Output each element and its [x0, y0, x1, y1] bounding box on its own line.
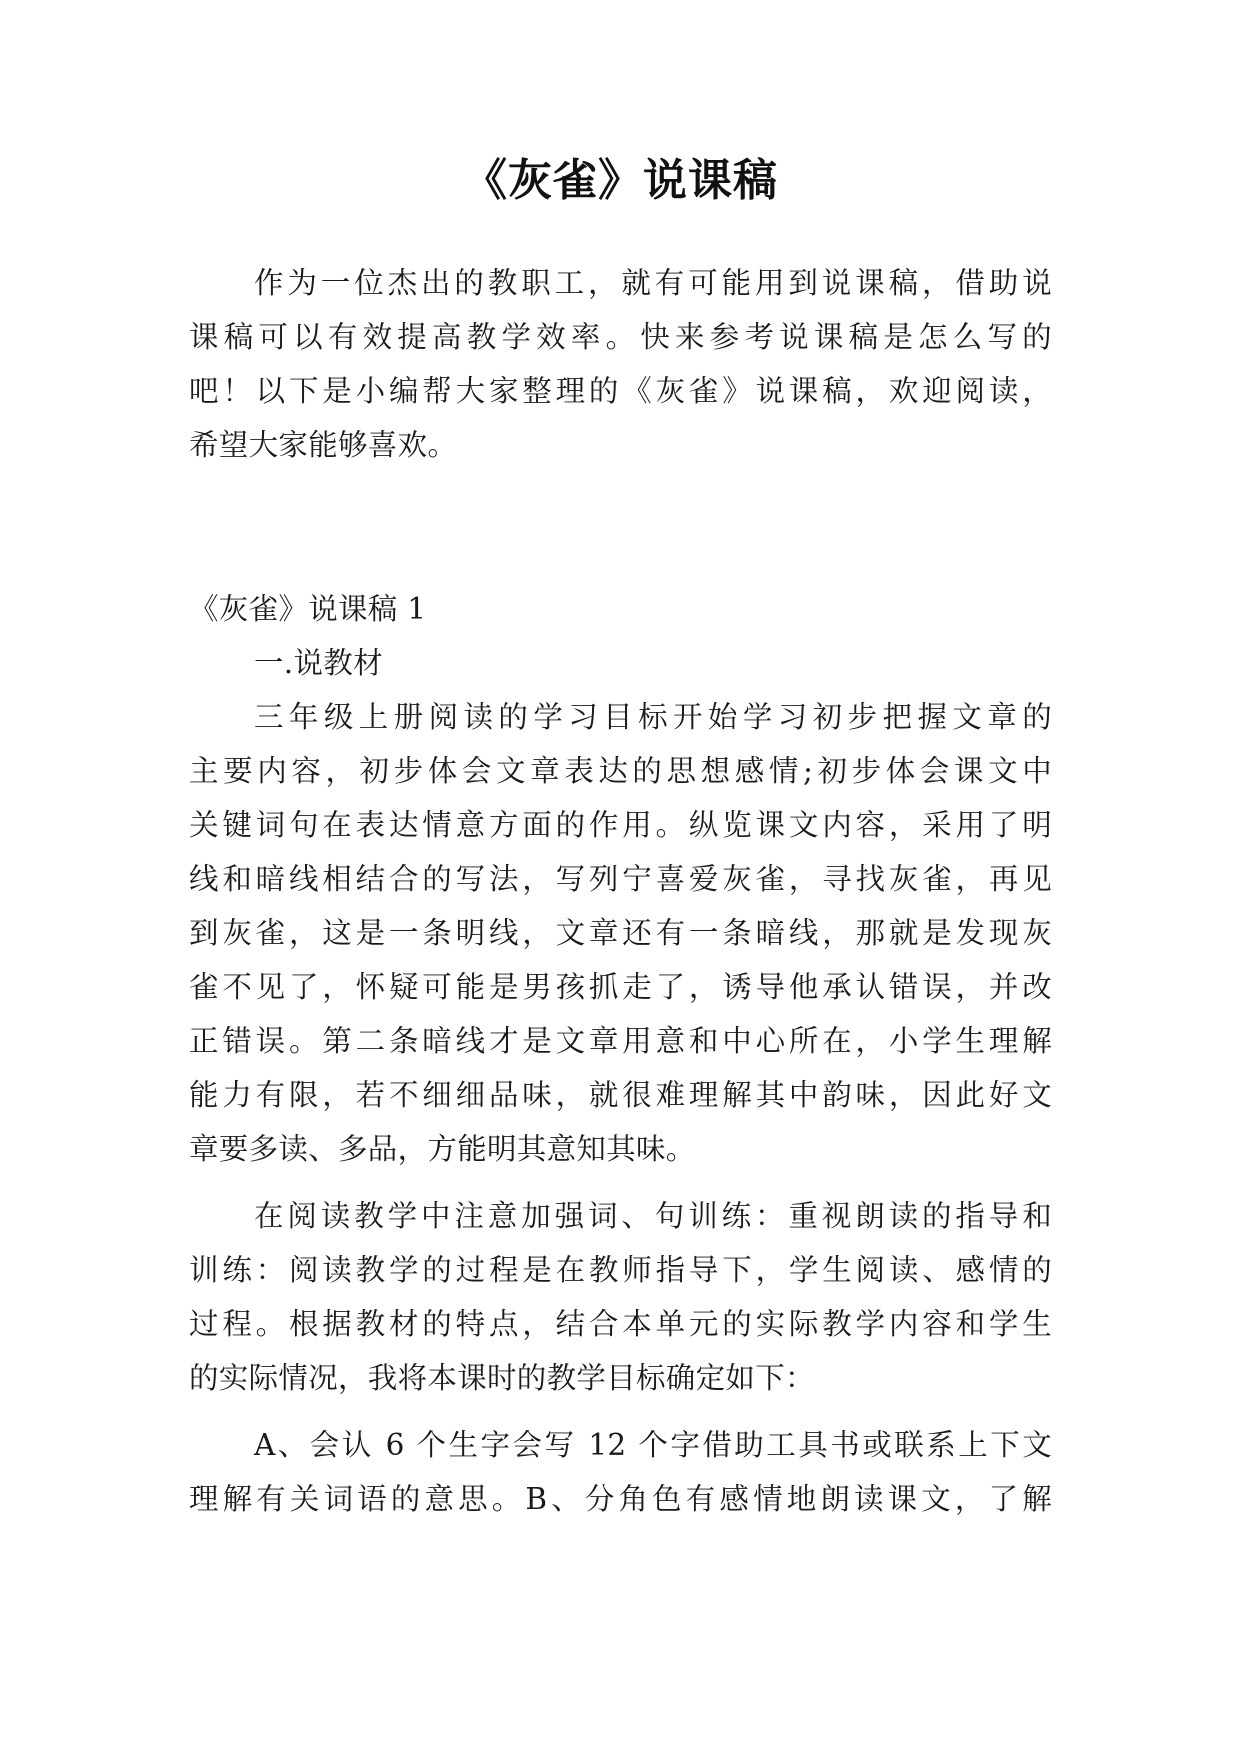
intro-line: 作为一位杰出的教职工，就有可能用到说课稿，借助说: [254, 266, 1052, 300]
intro-line: 吧！以下是小编帮大家整理的《灰雀》说课稿，欢迎阅读，: [189, 374, 1052, 408]
intro-line: 课稿可以有效提高教学效率。快来参考说课稿是怎么写的: [189, 320, 1052, 354]
paragraph-line: 雀不见了，怀疑可能是男孩抓走了，诱导他承认错误，并改: [189, 970, 1052, 1004]
paragraph-line: 过程。根据教材的特点，结合本单元的实际教学内容和学生: [189, 1307, 1052, 1341]
section-subheading: 一.说教材: [254, 646, 383, 680]
paragraph-line: 训练：阅读教学的过程是在教师指导下，学生阅读、感情的: [189, 1253, 1052, 1287]
paragraph-line: 关键词句在表达情意方面的作用。纵览课文内容，采用了明: [189, 808, 1052, 842]
paragraph-line: 在阅读教学中注意加强词、句训练：重视朗读的指导和: [254, 1199, 1052, 1233]
paragraph-line: 理解有关词语的意思。B、分角色有感情地朗读课文，了解: [189, 1482, 1052, 1516]
paragraph-line: A、会认 6 个生字会写 12 个字借助工具书或联系上下文: [254, 1428, 1052, 1462]
paragraph-line: 能力有限，若不细细品味，就很难理解其中韵味，因此好文: [189, 1078, 1052, 1112]
paragraph-line: 的实际情况，我将本课时的教学目标确定如下：: [189, 1361, 815, 1395]
paragraph-line: 正错误。第二条暗线才是文章用意和中心所在，小学生理解: [189, 1024, 1052, 1058]
document-title: 《灰雀》说课稿: [463, 155, 778, 206]
paragraph-line: 到灰雀，这是一条明线，文章还有一条暗线，那就是发现灰: [189, 916, 1052, 950]
intro-line: 希望大家能够喜欢。: [189, 428, 458, 462]
paragraph-line: 主要内容，初步体会文章表达的思想感情;初步体会课文中: [189, 754, 1052, 788]
paragraph-line: 章要多读、多品，方能明其意知其味。: [189, 1132, 696, 1166]
paragraph-line: 三年级上册阅读的学习目标开始学习初步把握文章的: [254, 700, 1052, 734]
paragraph-line: 线和暗线相结合的写法，写列宁喜爱灰雀，寻找灰雀，再见: [189, 862, 1052, 896]
section-heading: 《灰雀》说课稿 1: [189, 592, 427, 626]
